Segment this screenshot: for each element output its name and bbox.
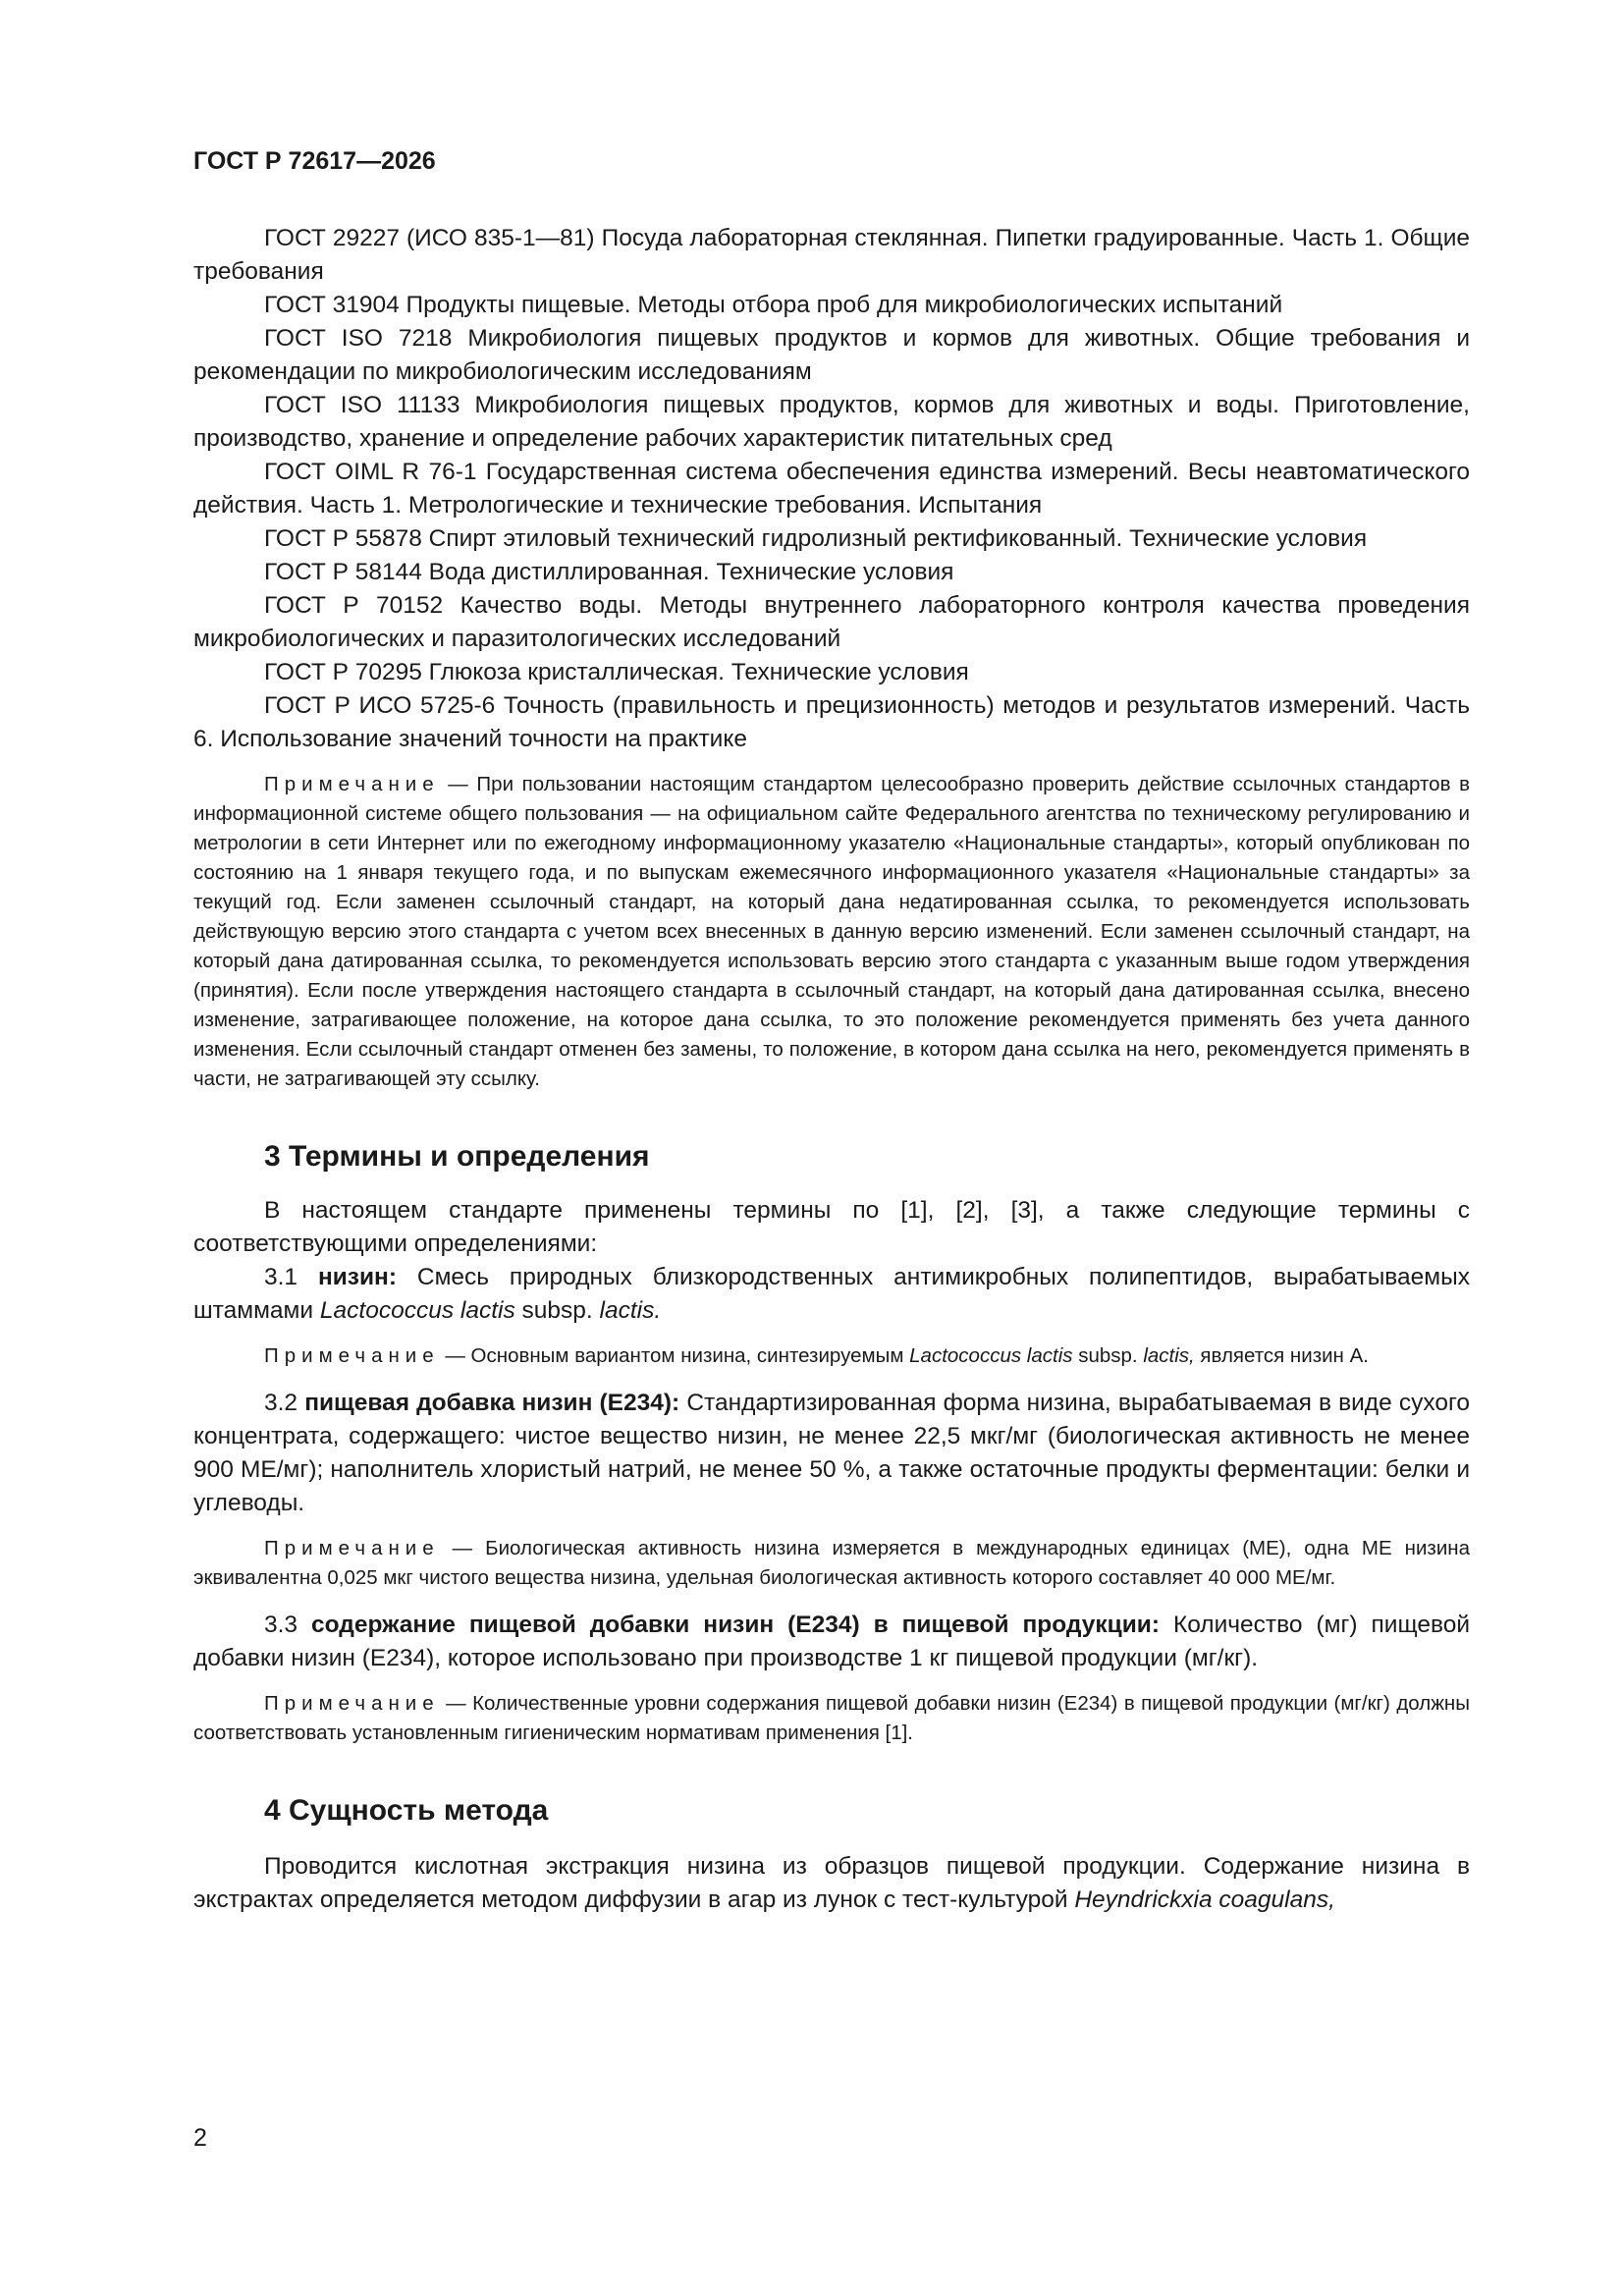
species-name: Lactococcus lactis: [909, 1344, 1073, 1367]
term-number: 3.1: [264, 1264, 298, 1290]
note-label: Примечание: [264, 773, 440, 795]
ref-item: ГОСТ ISO 11133 Микробиология пищевых продуктов, кормов для животных и воды. Приготовление, производство, хранение и определение рабочих характеристик питательных сред: [193, 392, 1470, 452]
ref-item: ГОСТ 29227 (ИСО 835-1—81) Посуда лабораторная стеклянная. Пипетки градуированные. Часть 1. Общие требования: [193, 225, 1470, 285]
species-name: Heyndrickxia coagulans,: [1074, 1886, 1335, 1913]
ref-item: ГОСТ 31904 Продукты пищевые. Методы отбора проб для микробиологических испытаний: [264, 292, 1283, 318]
ref-item: ГОСТ ISO 7218 Микробиология пищевых продуктов и кормов для животных. Общие требования и рекомендации по микробиологическим исследованиям: [193, 325, 1470, 385]
section-3-intro: В настоящем стандарте применены термины по [1], [2], [3], а также следующие термины с соответствующими определениями:: [193, 1197, 1470, 1257]
note-text: — При пользовании настоящим стандартом целесообразно проверить действие ссылочных стандартов в информационной системе общего пользования — на официальном сайте Федерального агентства по техническому регулированию и метрологии в сети Интернет или по ежегодному информационному указателю «Национальные стандарты», который опубликован по состоянию на 1 января текущего года, и по выпускам ежемесячного информационного указателя «Национальные стандарты» за текущий год. Если заменен ссылочный стандарт, на который дана недатированная ссылка, то рекомендуется использовать действующую версию этого стандарта с учетом всех внесенных в данную версию изменений. Если заменен ссылочный стандарт, на который дана датированная ссылка, то рекомендуется использовать версию этого стандарта с указанным выше годом утверждения (принятия). Если после утверждения настоящего стандарта в ссылочный стандарт, на который дана датированная ссылка, внесено изменение, затрагивающее положение, на которое дана ссылка, то это положение рекомендуется применять без учета данного изменения. Если ссылочный стандарт отменен без замены, то положение, в котором дана ссылка на него, рекомендуется применять в части, не затрагивающей эту ссылку.: [193, 773, 1470, 1090]
term-3-2: [193, 1387, 1470, 1520]
term-name: низин:: [317, 1264, 397, 1290]
subsp-text: subsp.: [1078, 1344, 1138, 1367]
ref-item: ГОСТ OIML R 76-1 Государственная система обеспечения единства измерений. Весы неавтоматического действия. Часть 1. Метрологические и технические требования. Испытания: [193, 459, 1470, 519]
note-label: Примечание: [264, 1344, 440, 1367]
section-3-title: 3 Термины и определения: [264, 1140, 650, 1173]
note-label: Примечание: [264, 1537, 440, 1559]
note-text: — Количественные уровни содержания пищевой добавки низин (Е234) в пищевой продукции (мг/кг) должны соответствовать установленным гигиеническим нормативам применения [1].: [193, 1692, 1470, 1744]
subspecies-name: lactis.: [599, 1297, 662, 1324]
term-name: содержание пищевой добавки низин (Е234) в пищевой продукции:: [311, 1612, 1160, 1638]
term-number: 3.2: [264, 1390, 298, 1416]
term-definition: Стандартизированная форма низина, вырабатываемая в виде сухого концентрата, содержащего: чистое вещество низин, не менее 22,5 мкг/мг (биологическая активность не менее 900 МЕ/мг); наполнитель хлористый натрий, не менее 50 %, а также остаточные продукты ферментации: белки и углеводы.: [193, 1390, 1470, 1516]
ref-item: ГОСТ Р ИСО 5725-6 Точность (правильность и прецизионность) методов и результатов измерений. Часть 6. Использование значений точности на практике: [193, 692, 1470, 752]
term-3-3: [193, 1609, 1470, 1675]
species-name: Lactococcus lactis: [319, 1297, 515, 1324]
ref-item: ГОСТ Р 55878 Спирт этиловый технический гидролизный ректификованный. Технические условия: [264, 525, 1368, 552]
subsp-text: subsp.: [521, 1297, 593, 1324]
section-4-body: Проводится кислотная экстракция низина из образцов пищевой продукции. Содержание низина в экстрактах определяется методом диффузии в агар из лунок с тест-культурой: [193, 1853, 1470, 1913]
term-number: 3.3: [264, 1612, 298, 1638]
note-3-3: [193, 1689, 1470, 1748]
term-definition: Смесь природных близкородственных антимикробных полипептидов, вырабатываемых штаммами: [193, 1264, 1470, 1324]
term-name: пищевая добавка низин (Е234):: [304, 1390, 680, 1416]
ref-item: ГОСТ Р 58144 Вода дистиллированная. Технические условия: [264, 559, 954, 585]
ref-item: ГОСТ Р 70295 Глюкоза кристаллическая. Технические условия: [264, 659, 969, 685]
term-3-1: [193, 1261, 1470, 1328]
note-text: — Биологическая активность низина измеряется в международных единицах (МЕ), одна МЕ низина эквивалентна 0,025 мкг чистого вещества низина, удельная биологическая активность которого составляет 40 000 МЕ/мг.: [193, 1537, 1471, 1589]
subspecies-name: lactis,: [1143, 1344, 1195, 1367]
note-label: Примечание: [264, 1692, 440, 1715]
note-text: — Основным вариантом низина, синтезируемым: [445, 1344, 904, 1367]
document-header: ГОСТ Р 72617—2026: [193, 147, 436, 175]
note-3-1: [193, 1341, 1470, 1371]
document-body: [193, 222, 1470, 1917]
note-3-2: [193, 1534, 1470, 1593]
page-number: 2: [193, 2124, 207, 2152]
note-text: является низин А.: [1200, 1344, 1369, 1367]
ref-item: ГОСТ Р 70152 Качество воды. Методы внутреннего лабораторного контроля качества проведения микробиологических и паразитологических исследований: [193, 592, 1470, 652]
section-4-title: 4 Сущность метода: [264, 1794, 549, 1827]
references-note: [193, 770, 1470, 1094]
section-4-text: [193, 1850, 1470, 1917]
term-definition: Количество (мг) пищевой добавки низин (Е234), которое использовано при производстве 1 кг пищевой продукции (мг/кг).: [193, 1612, 1471, 1671]
